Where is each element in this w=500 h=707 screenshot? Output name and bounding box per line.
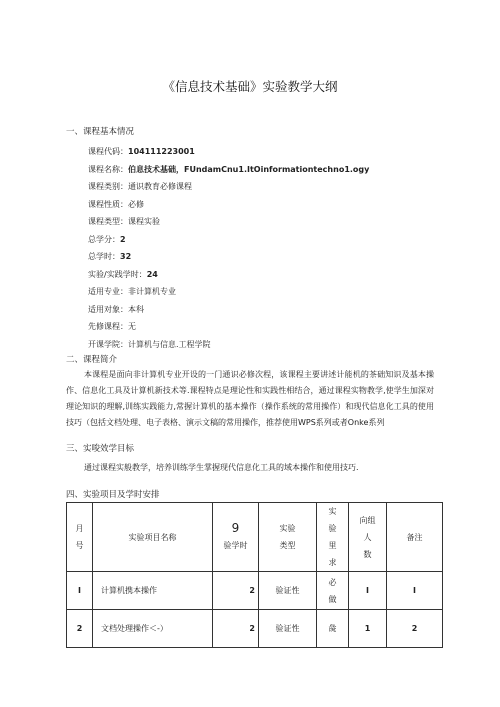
course-info-value: 2 <box>120 234 126 244</box>
course-info-value: 课程实验 <box>128 217 160 226</box>
cell-notes: 2 <box>387 610 443 648</box>
course-info-label: 适用对象： <box>88 304 128 314</box>
course-info-label: 课程类型： <box>88 217 128 226</box>
course-info-value: 非计算机专业 <box>128 287 176 296</box>
header-number: 月 号 <box>67 503 93 572</box>
course-info-value: 24 <box>146 269 158 279</box>
course-info-value: 计算机与信息.工程学院 <box>128 339 211 349</box>
experiment-schedule-table <box>66 502 443 648</box>
course-info-label: 适用专业： <box>88 287 128 296</box>
course-info-label: 课程性质： <box>88 199 128 209</box>
course-info-row <box>88 164 369 175</box>
course-info-label: 总学时： <box>88 252 120 261</box>
cell-project-name: 文档处理操作＜-） <box>93 610 213 648</box>
course-info-label: 实验/实践学时： <box>88 269 147 279</box>
cell-hours: 2 <box>213 610 259 648</box>
course-info-row <box>88 339 211 350</box>
section-heading-goals: 三、实唆效学目标 <box>66 444 135 454</box>
course-info-row <box>88 304 144 315</box>
cell-project-name: 计算机携本操作 <box>93 572 213 610</box>
course-info-row <box>88 181 192 192</box>
course-info-row <box>88 269 158 280</box>
course-info-row <box>88 234 126 245</box>
table-row <box>67 572 443 610</box>
course-info-row <box>88 216 160 227</box>
course-info-value: 伯息技术基础，FUndamCnu1.ItOinformationtechno1.ogy <box>128 164 370 174</box>
course-info-label: 课程类别： <box>88 182 128 191</box>
header-project-name: 实验项目名称 <box>93 503 213 572</box>
course-info-label: 总学分： <box>88 234 120 244</box>
cell-requirement <box>317 610 349 648</box>
course-info-row <box>88 146 195 157</box>
cell-type: 验证性 <box>259 610 317 648</box>
header-type: 实验 类型 <box>259 503 317 572</box>
course-info-value: 无 <box>128 322 136 331</box>
course-info-row <box>88 321 136 332</box>
table-row <box>67 610 443 648</box>
requirement-text: 做 <box>328 594 337 604</box>
header-group-size: 向组 人 数 <box>349 503 387 572</box>
header-hours: 9 验学时 <box>213 503 259 572</box>
course-info-label: 课程名称： <box>88 164 128 174</box>
section-heading-intro: 二、课程简介 <box>66 355 118 365</box>
course-info-row <box>88 286 176 297</box>
course-intro-paragraph: 本课程是面向非计算机专业开设的一门通识必修次程，该课程主要讲述计能机的茶础知识及基本操作、信息化工具及计算机新技术等.课程特点是理论性和实践性相结合，通过课程实物教学,使学生加深对理论知识的理解,训练实践能力,常握计算机的基本操作（操作系统的常用操作）和现代信息化工具的使用技巧（包括文档处理、电子表格、演示文稿的常用操作，推荐使用WPS系列或者Onke系列 <box>66 370 434 427</box>
course-info-row <box>88 251 131 262</box>
section-heading-schedule: 四、实验项目及学时安排 <box>66 490 160 500</box>
course-info-label: 课程代码： <box>88 147 128 156</box>
course-info-value: 通识教育必修课程 <box>128 182 192 191</box>
course-info-label: 开课学院： <box>88 339 128 349</box>
course-info-value: 必修 <box>128 199 144 209</box>
course-info-row <box>88 199 144 210</box>
course-info-value: 32 <box>120 252 132 261</box>
requirement-text: 必 <box>328 577 337 587</box>
page-title: 《信息技术基础》实验教学大纲 <box>162 79 338 94</box>
cell-requirement <box>317 572 349 610</box>
course-info-value: 本科 <box>128 304 144 314</box>
header-notes: 备注 <box>387 503 443 572</box>
cell-group-size: 1 <box>349 610 387 648</box>
requirement-text: 彘 <box>328 624 337 633</box>
cell-notes: I <box>387 572 443 610</box>
cell-group-size: I <box>349 572 387 610</box>
header-requirement: 实 验 里 求 <box>317 503 349 572</box>
section-heading-basic-info: 一、课程基本情况 <box>66 127 135 137</box>
cell-type: 验证性 <box>259 572 317 610</box>
table-header-row <box>67 503 443 572</box>
cell-number: I <box>67 572 93 610</box>
cell-hours: 2 <box>213 572 259 610</box>
course-info-value: 104111223001 <box>128 147 195 156</box>
course-info-label: 先修课程： <box>88 322 128 331</box>
cell-number: 2 <box>67 610 93 648</box>
goals-paragraph: 通过课程实般教学，培养训练学生掌握现代信息化工具的域本操作和使用技巧. <box>84 463 359 472</box>
